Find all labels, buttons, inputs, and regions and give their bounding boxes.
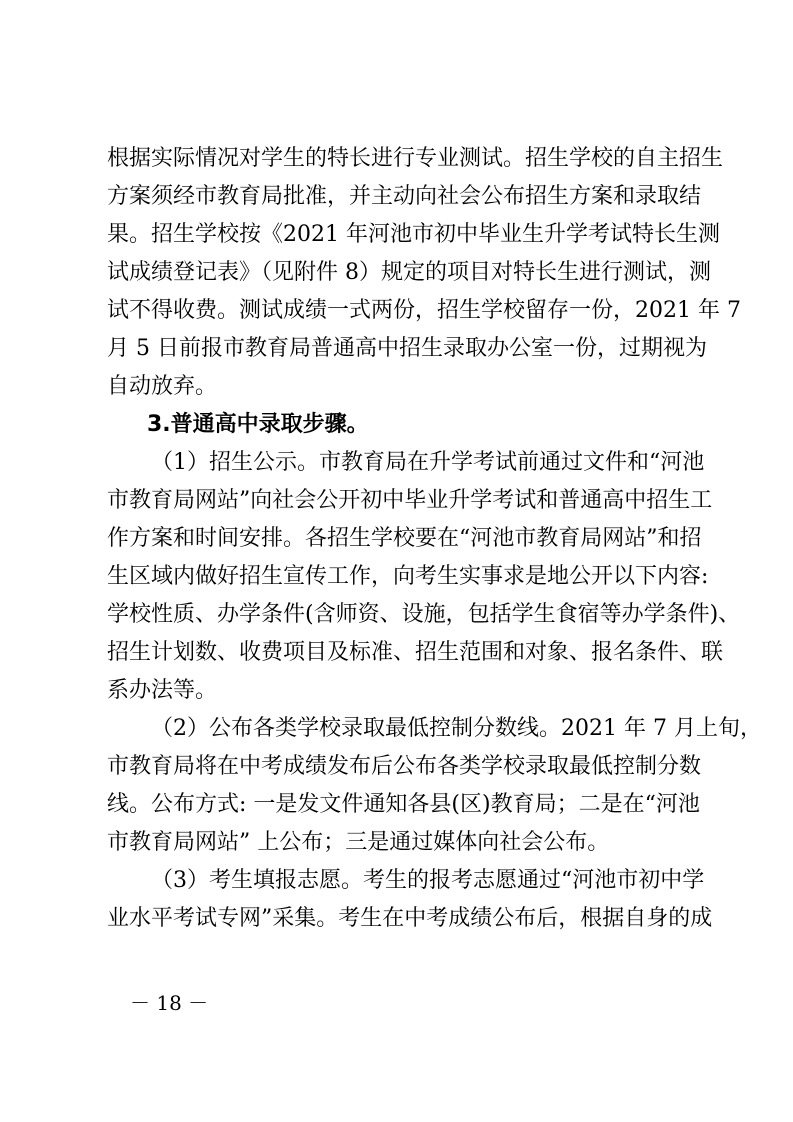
text-line: 果。招生学校按《2021 年河池市初中毕业生升学考试特长生测 bbox=[107, 222, 720, 247]
text-line: 线。公布方式: 一是发文件通知各县(区)教育局；二是在“河池 bbox=[107, 792, 700, 817]
text-line: （2）公布各类学校录取最低控制分数线。2021 年 7 月上旬， bbox=[151, 716, 762, 741]
document-body bbox=[107, 140, 762, 938]
text-line: 生区域内做好招生宣传工作，向考生实事求是地公开以下内容: bbox=[107, 564, 709, 589]
text-line: （1）招生公示。市教育局在升学考试前通过文件和“河池 bbox=[151, 450, 705, 475]
text-line: 学校性质、办学条件(含师资、设施，包括学生食宿等办学条件)、 bbox=[107, 602, 741, 627]
text-line: 试不得收费。测试成绩一式两份，招生学校留存一份，2021 年 7 bbox=[107, 298, 741, 323]
text-line: 试成绩登记表》（见附件 8）规定的项目对特长生进行测试，测 bbox=[107, 260, 711, 285]
heading-text: 3.普通高中录取步骤。 bbox=[147, 412, 369, 437]
paragraph-special-talent-testing bbox=[107, 140, 741, 406]
text-line: （3）考生填报志愿。考生的报考志愿通过“河池市初中学 bbox=[151, 868, 705, 893]
paragraph-application-choices bbox=[107, 862, 713, 938]
section-heading bbox=[107, 406, 695, 444]
text-line: 市教育局网站”向社会公开初中毕业升学考试和普通高中招生工 bbox=[107, 488, 713, 513]
text-line: 自动放弃。 bbox=[107, 374, 218, 399]
paragraph-cutoff-scores bbox=[107, 710, 762, 862]
text-line: 市教育局网站” 上公布；三是通过媒体向社会公布。 bbox=[107, 830, 610, 855]
text-line: 业水平考试专网”采集。考生在中考成绩公布后，根据自身的成 bbox=[107, 906, 713, 931]
paragraph-enrollment-notice bbox=[107, 444, 741, 710]
text-line: 市教育局将在中考成绩发布后公布各类学校录取最低控制分数 bbox=[107, 754, 702, 779]
text-line: 系办法等。 bbox=[107, 678, 218, 703]
text-line: 根据实际情况对学生的特长进行专业测试。招生学校的自主招生 bbox=[107, 146, 724, 171]
text-line: 招生计划数、收费项目及标准、招生范围和对象、报名条件、联 bbox=[107, 640, 724, 665]
text-line: 方案须经市教育局批准，并主动向社会公布招生方案和录取结 bbox=[107, 184, 702, 209]
page-number: － 18 － bbox=[130, 991, 209, 1015]
text-line: 月 5 日前报市教育局普通高中招生录取办公室一份，过期视为 bbox=[107, 336, 707, 361]
text-line: 作方案和时间安排。各招生学校要在“河池市教育局网站”和招 bbox=[107, 526, 702, 551]
